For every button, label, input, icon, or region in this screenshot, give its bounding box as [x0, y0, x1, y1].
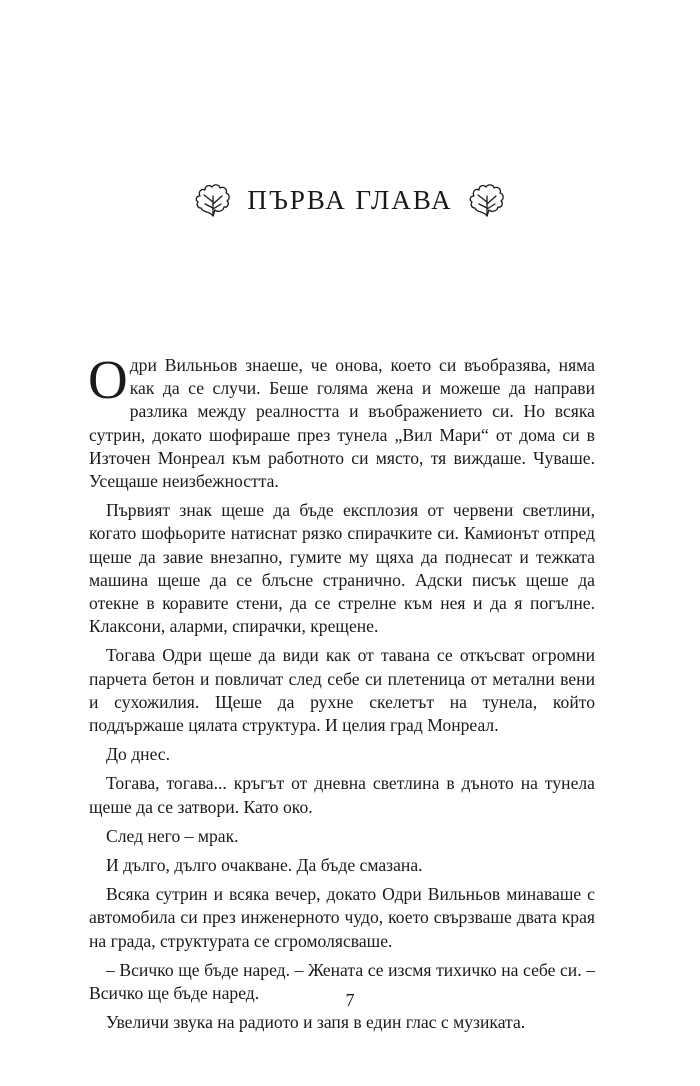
drop-cap: О	[88, 349, 128, 410]
page-number: 7	[345, 990, 355, 1010]
leaf-ornament-icon	[467, 180, 507, 220]
paragraph: До днес.	[106, 744, 171, 765]
paragraph-text: дри Вильньов знаеше, че онова, което си въобразява, няма как да се случи. Беше голяма жена и можеше да направи разлика между реалността и въображението си. Но всяка сутрин, докато шофираше през тунела „Вил Мари“ от дома си в Източен Монреал към работното си място, тя виждаше. Чуваше. Усещаше неизбежността.	[89, 355, 595, 492]
paragraph: И дълго, дълго очакване. Да бъде смазана.	[106, 855, 423, 876]
paragraph: Всяка сутрин и всяка вечер, докато Одри Вильньов минаваше с автомобила си през инженерното чудо, което свързваше двата края на града, структурата се сгромолясваше.	[89, 884, 595, 951]
paragraph: Тогава Одри щеше да види как от тавана се откъсват огромни парчета бетон и повличат след себе си плетеница от метални вени и сухожилия. Щеше да рухне скелетът на тунела, който поддържаше цялата структура. И целия град Монреал.	[89, 645, 595, 736]
paragraph: Тогава, тогава... кръгът от дневна светлина в дъното на тунела щеше да се затвори. Като око.	[89, 773, 595, 817]
paragraph: Първият знак щеше да бъде експлозия от червени светлини, когато шофьорите натиснат рязко спирачките си. Камионът отпред щеше да завие внезапно, гумите му щяха да поднесат и тежката машина щеше да се блъсне странично. Адски писък щеше да отекне в коравите стени, да се стрелне към нея и да я погълне. Клаксони, аларми, спирачки, крещене.	[89, 500, 595, 637]
leaf-ornament-icon	[193, 180, 233, 220]
paragraph: – Всичко ще бъде наред. – Жената се изсмя тихичко на себе си. – Всичко ще бъде наред.	[89, 959, 595, 1004]
chapter-header	[0, 180, 700, 220]
paragraph: След него – мрак.	[106, 825, 239, 846]
paragraph	[88, 349, 595, 493]
paragraph: Увеличи звука на радиото и запя в един глас с музиката.	[106, 1012, 526, 1033]
chapter-title: ПЪРВА ГЛАВА	[247, 184, 453, 215]
chapter-body	[88, 349, 595, 1034]
